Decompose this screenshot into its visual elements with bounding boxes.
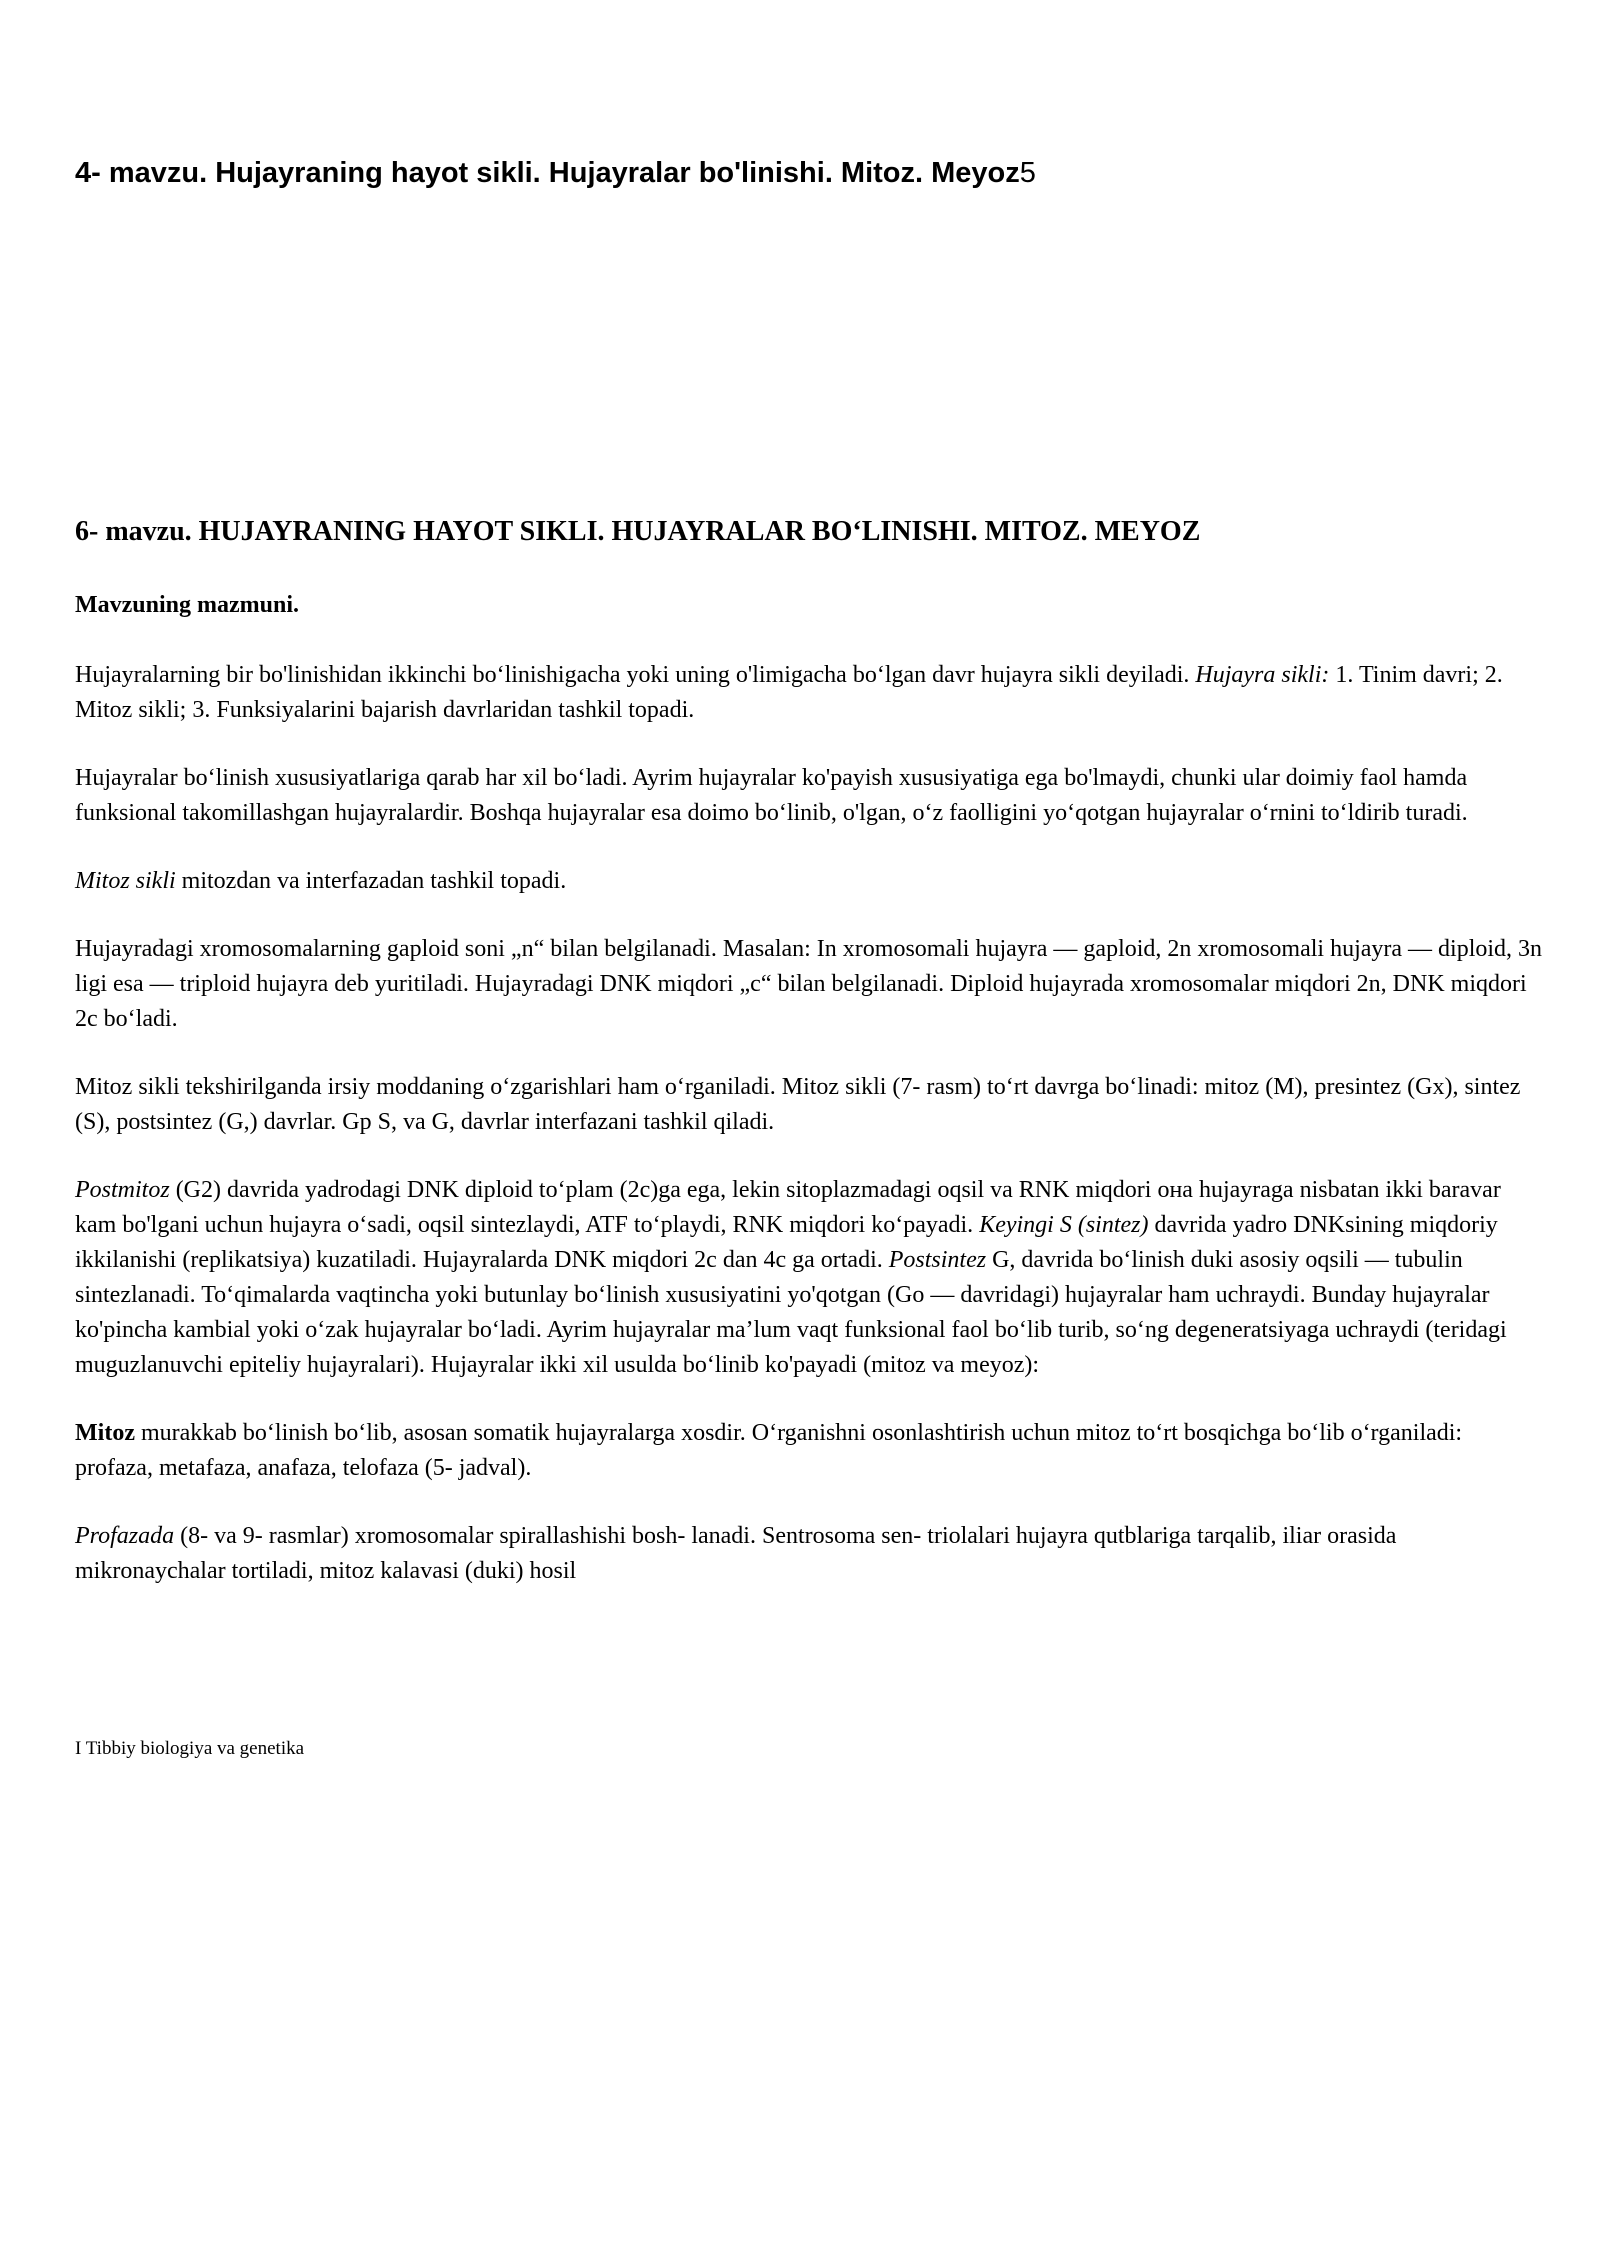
text-span: (8- va 9- rasmlar) xromosomalar spirallashishi bosh- lanadi. Sentrosoma sen- triolalari hujayra qutblariga tarqalib, iliar orasida mikronaychalar tortiladi, mitoz kalavasi (duki) hosil [75, 1523, 1397, 1584]
bold-term: Mitoz [75, 1420, 135, 1446]
text-span: murakkab bo‘linish bo‘lib, asosan somatik hujayralarga xosdir. O‘rganishni osonlashtirish uchun mitoz to‘rt bosqichga bo‘lib o‘rganiladi: profaza, metafaza, anafaza, telofaza (5- jadval). [75, 1420, 1463, 1481]
topic-heading: 6- mavzu. HUJAYRANING HAYOT SIKLI. HUJAYRALAR BO‘LINISHI. MITOZ. MEYOZ [75, 516, 1201, 547]
text-span: (G2) davrida yadrodagi DNK diploid to‘plam (2c)ga ega, lekin sitoplazmadagi oqsil va RNK miqdori она hujayraga nisbatan ikki baravar kam bo'lgani uchun hujayra o‘sadi, oqsil sintezlaydi, ATF to‘playdi, RNK miqdori ko‘payadi. [75, 1177, 1501, 1238]
text-span: mitozdan va interfazadan tashkil topadi. [175, 868, 567, 894]
page-footer: I Tibbiy biologiya va genetika [75, 1738, 305, 1759]
italic-term: Profazada [75, 1523, 175, 1549]
paragraph-prophase [75, 1519, 1545, 1589]
page-number: 5 [1019, 157, 1036, 189]
paragraph-mitosis-cycle [75, 864, 1545, 899]
text-span: G, davrida bo‘linish duki asosiy oqsili — tubulin sintezlanadi. To‘qimalarda vaqtincha yoki butunlay bo‘linish xususiyatini yo'qotgan (Go — davridagi) hujayralar ham uchraydi. Bunday hujayralar ko'pincha kambial yoki o‘zak hujayralar bo‘ladi. Ayrim hujayralar ma’lum vaqt funksional faol bo‘lib turib, so‘ng degeneratsiyaga uchraydi (teridagi muguzlanuvchi epiteliy hujayralari). Hujayralar ikki xil usulda bo‘linib ko'payadi (mitoz va meyoz): [75, 1247, 1507, 1378]
paragraph-cycle-periods: Mitoz sikli tekshirilganda irsiy moddaning o‘zgarishlari ham o‘rganiladi. Mitoz sikli (7- rasm) to‘rt davrga bo‘linadi: mitoz (M), presintez (Gx), sintez (S), postsintez (G,) davrlar. Gp S, va G, davrlar interfazani tashkil qiladi. [75, 1074, 1521, 1135]
page-header-title [75, 157, 1036, 190]
italic-term: Postmitoz [75, 1177, 170, 1203]
paragraph-cell-cycle [75, 658, 1545, 728]
paragraph-postmitosis [75, 1173, 1545, 1383]
italic-term: Hujayra sikli: [1195, 662, 1330, 688]
italic-term: Keyingi S (sintez) [979, 1212, 1149, 1238]
topic-subheading: Mavzuning mazmuni. [75, 592, 300, 618]
italic-term: Postsintez [888, 1247, 987, 1273]
paragraph-mitosis [75, 1416, 1545, 1486]
header-title-text: 4- mavzu. Hujayraning hayot sikli. Hujayralar bo'linishi. Mitoz. Meyoz [75, 157, 1020, 189]
paragraph-chromosome-count: Hujayradagi xromosomalarning gaploid soni „n“ bilan belgilanadi. Masalan: In xromosomali hujayra — gaploid, 2n xromosomali hujayra — diploid, 3n ligi esa — triploid hujayra deb yuritiladi. Hujayradagi DNK miqdori „c“ bilan belgilanadi. Diploid hujayrada xromosomalar miqdori 2n, DNK miqdori 2c bo‘ladi. [75, 936, 1543, 1032]
text-span: 1. Tinim davri; 2. Mitoz sikli; 3. Funksiyalarini bajarish davrlaridan tashkil topadi. [75, 662, 1503, 723]
paragraph-division-properties: Hujayralar bo‘linish xususiyatlariga qarab har xil bo‘ladi. Ayrim hujayralar ko'payish xususiyatiga ega bo'lmaydi, chunki ular doimiy faol hamda funksional takomillashgan hujayralardir. Boshqa hujayralar esa doimo bo‘linib, o'lgan, o‘z faolligini yo‘qotgan hujayralar o‘rnini to‘ldirib turadi. [75, 765, 1468, 826]
main-content [75, 512, 1545, 1622]
italic-term: Mitoz sikli [75, 868, 176, 894]
text-span: davrida yadro DNKsining miqdoriy ikkilanishi (replikatsiya) kuzatiladi. Hujayralarda DNK miqdori 2c dan 4c ga ortadi. [75, 1212, 1498, 1273]
text-span: Hujayralarning bir bo'linishidan ikkinchi bo‘linishigacha yoki uning o'limigacha bo‘lgan davr hujayra sikli deyiladi. [75, 662, 1196, 688]
